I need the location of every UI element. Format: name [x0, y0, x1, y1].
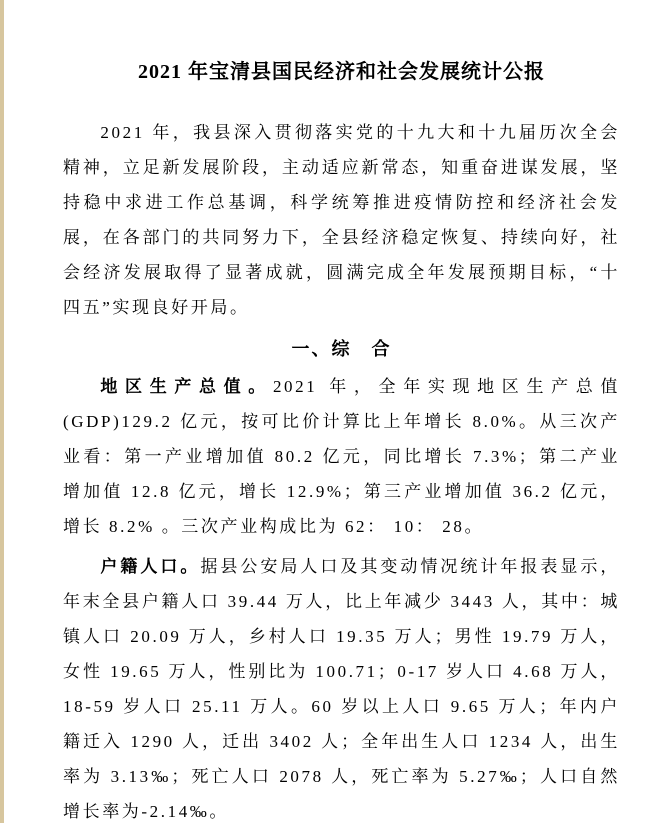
document-title: 2021 年宝清县国民经济和社会发展统计公报: [138, 61, 545, 83]
population-paragraph-lead: 户籍人口。: [100, 557, 201, 576]
section-heading-general: 一、综 合: [291, 339, 392, 359]
population-paragraph: [63, 549, 620, 829]
intro-paragraph: [63, 115, 620, 325]
gdp-paragraph-lead: 地区生产总值。: [100, 377, 273, 396]
population-paragraph-text: 据县公安局人口及其变动情况统计年报表显示，年末全县户籍人口 39.44 万人，比上年减少 3443 人，其中：城镇人口 20.09 万人，乡村人口 19.35 万人；男性 19.79 万人，女性 19.65 万人，性别比为 100.71；0-17 岁人口 4.68 万人，18-59 岁人口 25.11 万人。60 岁以上人口 9.65 万人；年内户籍迁入 1290 人，迁出 3402 人；全年出生人口 1234 人，出生率为 3.13‰；死亡人口 2078 人，死亡率为 5.27‰；人口自然增长率为-2.14‰。: [63, 557, 620, 821]
page-left-edge-strip: [0, 0, 4, 823]
gdp-paragraph: [63, 369, 620, 544]
gdp-paragraph-text: 2021 年，全年实现地区生产总值(GDP)129.2 亿元，按可比价计算比上年增长 8.0%。从三次产业看：第一产业增加值 80.2 亿元，同比增长 7.3%；第二产业增加值 12.8 亿元，增长 12.9%；第三产业增加值 36.2 亿元，增长 8.2% 。三次产业构成比为 62： 10： 28。: [63, 377, 621, 536]
document-page: [63, 0, 620, 829]
intro-paragraph-text: 2021 年，我县深入贯彻落实党的十九大和十九届历次全会精神，立足新发展阶段，主动适应新常态，知重奋进谋发展，坚持稳中求进工作总基调，科学统筹推进疫情防控和经济社会发展，在各部门的共同努力下，全县经济稳定恢复、持续向好，社会经济发展取得了显著成就，圆满完成全年发展预期目标，“十四五”实现良好开局。: [63, 123, 620, 317]
